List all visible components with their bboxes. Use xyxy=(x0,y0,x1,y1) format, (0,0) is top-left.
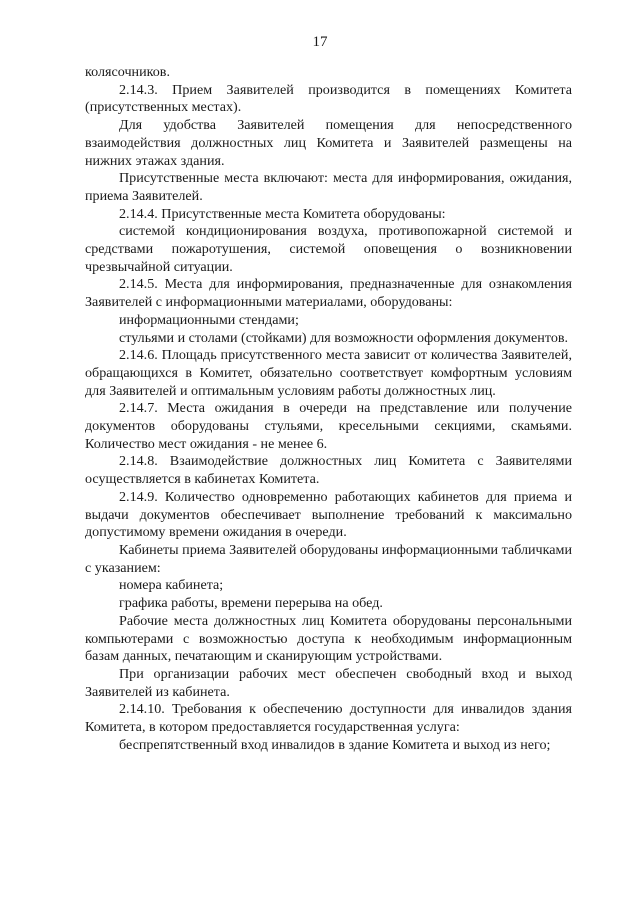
paragraph-2: 2.14.3. Прием Заявителей производится в помещениях Комитета (присутственных местах). xyxy=(85,81,572,116)
paragraph-19: 2.14.10. Требования к обеспечению доступности для инвалидов здания Комитета, в котором предоставляется государственная услуга: xyxy=(85,701,572,736)
paragraph-6: системой кондиционирования воздуха, противопожарной системой и средствами пожаротушения, системой оповещения о возникновении чрезвычайной ситуации. xyxy=(85,223,572,275)
paragraph-12: 2.14.8. Взаимодействие должностных лиц Комитета с Заявителями осуществляется в кабинетах Комитета. xyxy=(85,453,572,488)
paragraph-14: Кабинеты приема Заявителей оборудованы информационными табличками с указанием: xyxy=(85,541,572,576)
paragraph-3: Для удобства Заявителей помещения для непосредственного взаимодействия должностных лиц Комитета и Заявителей размещены на нижних этажах здания. xyxy=(85,117,572,169)
document-body xyxy=(85,64,572,754)
paragraph-18: При организации рабочих мест обеспечен свободный вход и выход Заявителей из кабинета. xyxy=(85,665,572,700)
page-number: 17 xyxy=(312,34,328,50)
paragraph-4: Присутственные места включают: места для информирования, ожидания, приема Заявителей. xyxy=(85,170,572,204)
paragraph-15: номера кабинета; xyxy=(119,577,224,594)
paragraph-10: 2.14.6. Площадь присутственного места зависит от количества Заявителей, обращающихся в Комитет, обязательно соответствует комфортным условиям для Заявителей и оптимальным условиям работы должностных лиц. xyxy=(85,347,572,399)
paragraph-16: графика работы, времени перерыва на обед. xyxy=(119,595,383,612)
paragraph-13: 2.14.9. Количество одновременно работающих кабинетов для приема и выдачи документов обеспечивает выполнение требований к максимально допустимому времени ожидания в очереди. xyxy=(85,488,572,541)
paragraph-20: беспрепятственный вход инвалидов в здание Комитета и выход из него; xyxy=(119,736,551,753)
paragraph-1: колясочников. xyxy=(85,64,170,80)
paragraph-5: 2.14.4. Присутственные места Комитета оборудованы: xyxy=(119,205,446,222)
paragraph-8: информационными стендами; xyxy=(119,311,299,328)
paragraph-17: Рабочие места должностных лиц Комитета оборудованы персональными компьютерами с возможностью доступа к необходимым информационным базам данных, печатающим и сканирующим устройствами. xyxy=(85,612,572,665)
paragraph-11: 2.14.7. Места ожидания в очереди на представление или получение документов оборудованы стульями, кресельными секциями, скамьями. Количество мест ожидания - не менее 6. xyxy=(85,400,572,452)
paragraph-7: 2.14.5. Места для информирования, предназначенные для ознакомления Заявителей с информационными материалами, оборудованы: xyxy=(85,276,572,311)
paragraph-9: стульями и столами (стойками) для возможности оформления документов. xyxy=(119,329,569,346)
